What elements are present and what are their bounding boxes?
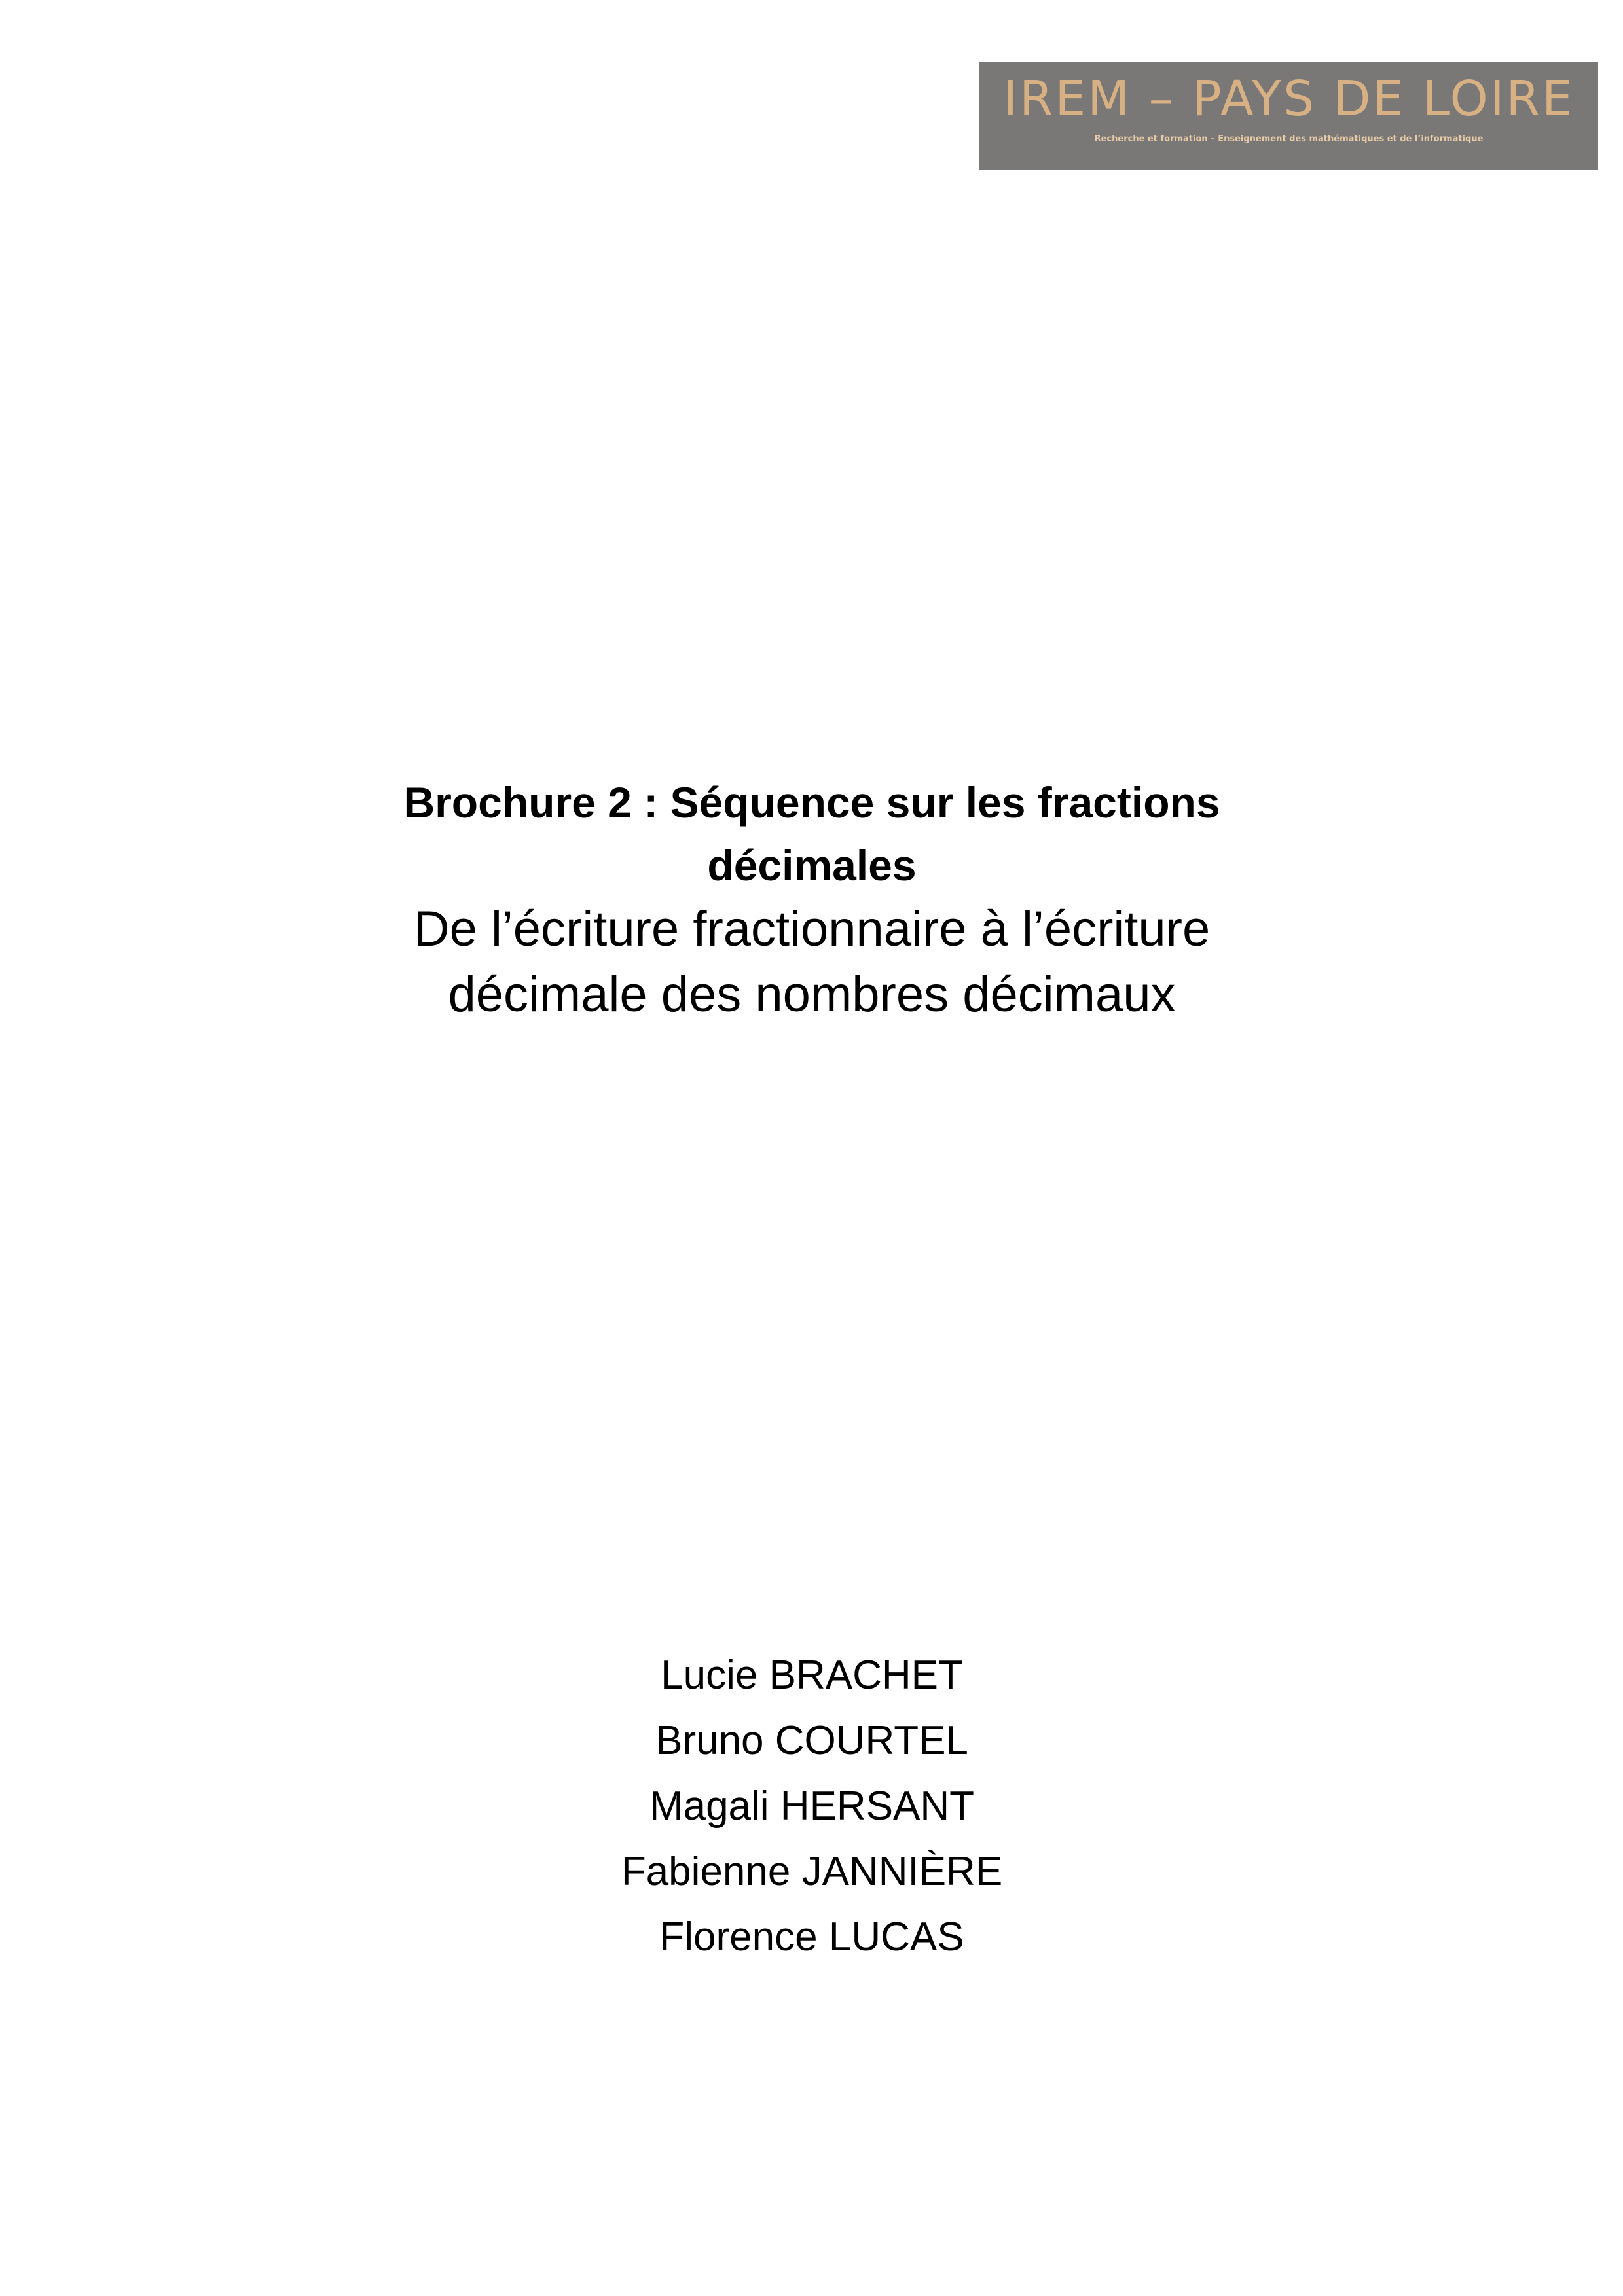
- irem-logo: [979, 62, 1598, 170]
- author-name: Florence LUCAS: [659, 1914, 964, 1960]
- author-name: Fabienne JANNIÈRE: [621, 1849, 1003, 1894]
- document-title: [196, 771, 1427, 897]
- author-list: [484, 1643, 1139, 1970]
- title-block: [196, 771, 1427, 1028]
- document-title-line-2: décimales: [707, 841, 917, 889]
- document-subtitle-line-1: De l’écriture fractionnaire à l’écriture: [413, 901, 1211, 957]
- document-title-line-1: Brochure 2 : Séquence sur les fractions: [403, 778, 1220, 827]
- document-subtitle-line-2: décimale des nombres décimaux: [448, 967, 1176, 1022]
- author-name: Magali HERSANT: [649, 1784, 975, 1829]
- logo-title: IREM – PAYS DE LOIRE: [1003, 71, 1575, 127]
- document-subtitle: [196, 897, 1427, 1028]
- author-name: Lucie BRACHET: [661, 1653, 963, 1698]
- author-name: Bruno COURTEL: [655, 1718, 968, 1763]
- logo-subtitle: Recherche et formation – Enseignement des mathématiques et de l’informatique: [1094, 134, 1484, 144]
